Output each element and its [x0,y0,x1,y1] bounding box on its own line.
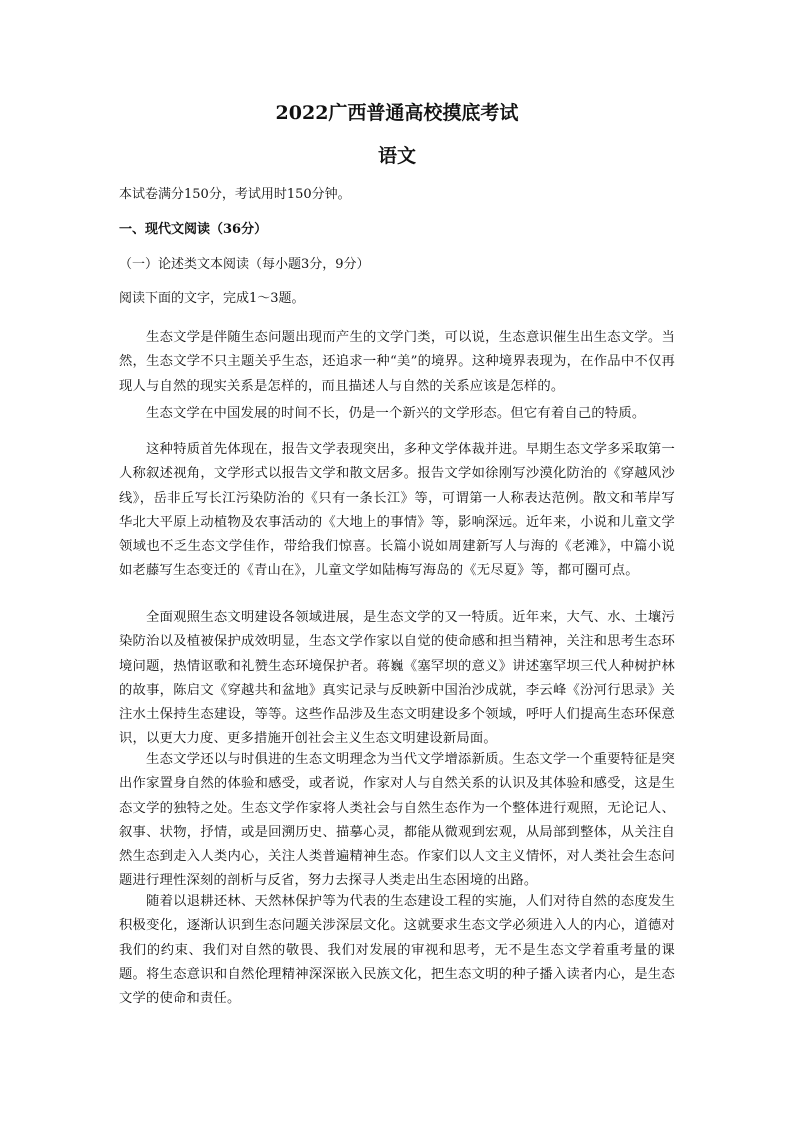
paragraph-6: 随着以退耕还林、天然林保护等为代表的生态建设工程的实施，人们对待自然的态度发生积极变化，逐渐认识到生态问题关涉深层文化。这就要求生态文学必须进入人的内心，道德对我们的约束、我们对自然的敬畏、我们对发展的审视和思考，无不是生态文学着重考量的课题。将生态意识和自然伦理精神深深嵌入民族文化，把生态文明的种子播入读者内心，是生态文学的使命和责任。 [119,894,675,1007]
paragraph-3: 这种特质首先体现在，报告文学表现突出，多种文学体裁并进。早期生态文学多采取第一人称叙述视角，文学形式以报告文学和散文居多。报告文学如徐刚写沙漠化防治的《穿越风沙线》，岳非丘写长江污染防治的《只有一条长江》等，可谓第一人称表达范例。散文和苇岸写华北大平原上动植物及农事活动的《大地上的事情》等，影响深远。近年来，小说和儿童文学领域也不乏生态文学佳作，带给我们惊喜。长篇小说如周建新写人与海的《老滩》，中篇小说如老藤写生态变迁的《青山在》，儿童文学如陆梅写海岛的《无尽夏》等，都可圈可点。 [119,442,675,579]
document-subject: 语文 [377,145,416,167]
paragraph-5: 生态文学还以与时俱进的生态文明理念为当代文学增添新质。生态文学一个重要特征是突出作家置身自然的体验和感受，或者说，作家对人与自然关系的认识及其体验和感受，这是生态文学的独特之处。生态文学作家将人类社会与自然生态作为一个整体进行观照，无论记人、叙事、状物，抒情，或是回溯历史、描摹心灵，都能从微观到宏观，从局部到整体，从关注自然生态到走入人类内心，关注人类普遍精神生态。作家们以人文主义情怀，对人类社会生态问题进行理性深刻的剖析与反省，努力去探寻人类走出生态困境的出路。 [119,752,675,889]
document-title: 2022广西普通高校摸底考试 [275,102,519,124]
paragraph-2: 生态文学在中国发展的时间不长，仍是一个新兴的文学形态。但它有着自己的特质。 [146,406,646,421]
exam-info: 本试卷满分150分，考试用时150分钟。 [119,187,351,202]
paragraph-4: 全面观照生态文明建设各领域进展，是生态文学的又一特质。近年来，大气、水、土壤污染防治以及植被保护成效明显，生态文学作家以自觉的使命感和担当精神，关注和思考生态环境问题，热情讴歌和礼赞生态环境保护者。蒋巍《塞罕坝的意义》讲述塞罕坝三代人种树护林的故事，陈启文《穿越共和盆地》真实记录与反映新中国治沙成就，李云峰《汾河行思录》关注水土保持生态建设，等等。这些作品涉及生态文明建设多个领域，呼吁人们提高生态环保意识，以更大力度、更多措施开创社会主义生态文明建设新局面。 [119,610,675,747]
reading-instruction: 阅读下面的文字，完成1～3题。 [119,291,305,306]
paragraph-1: 生态文学是伴随生态问题出现而产生的文学门类，可以说，生态意识催生出生态文学。当然，生态文学不只主题关乎生态，还追求一种“美”的境界。这种境界表现为，在作品中不仅再现人与自然的现实关系是怎样的，而且描述人与自然的关系应该是怎样的。 [119,330,675,394]
subsection-heading: （一）论述类文本阅读（每小题3分，9分） [119,257,370,272]
section-heading: 一、现代文阅读（36分） [119,222,268,237]
